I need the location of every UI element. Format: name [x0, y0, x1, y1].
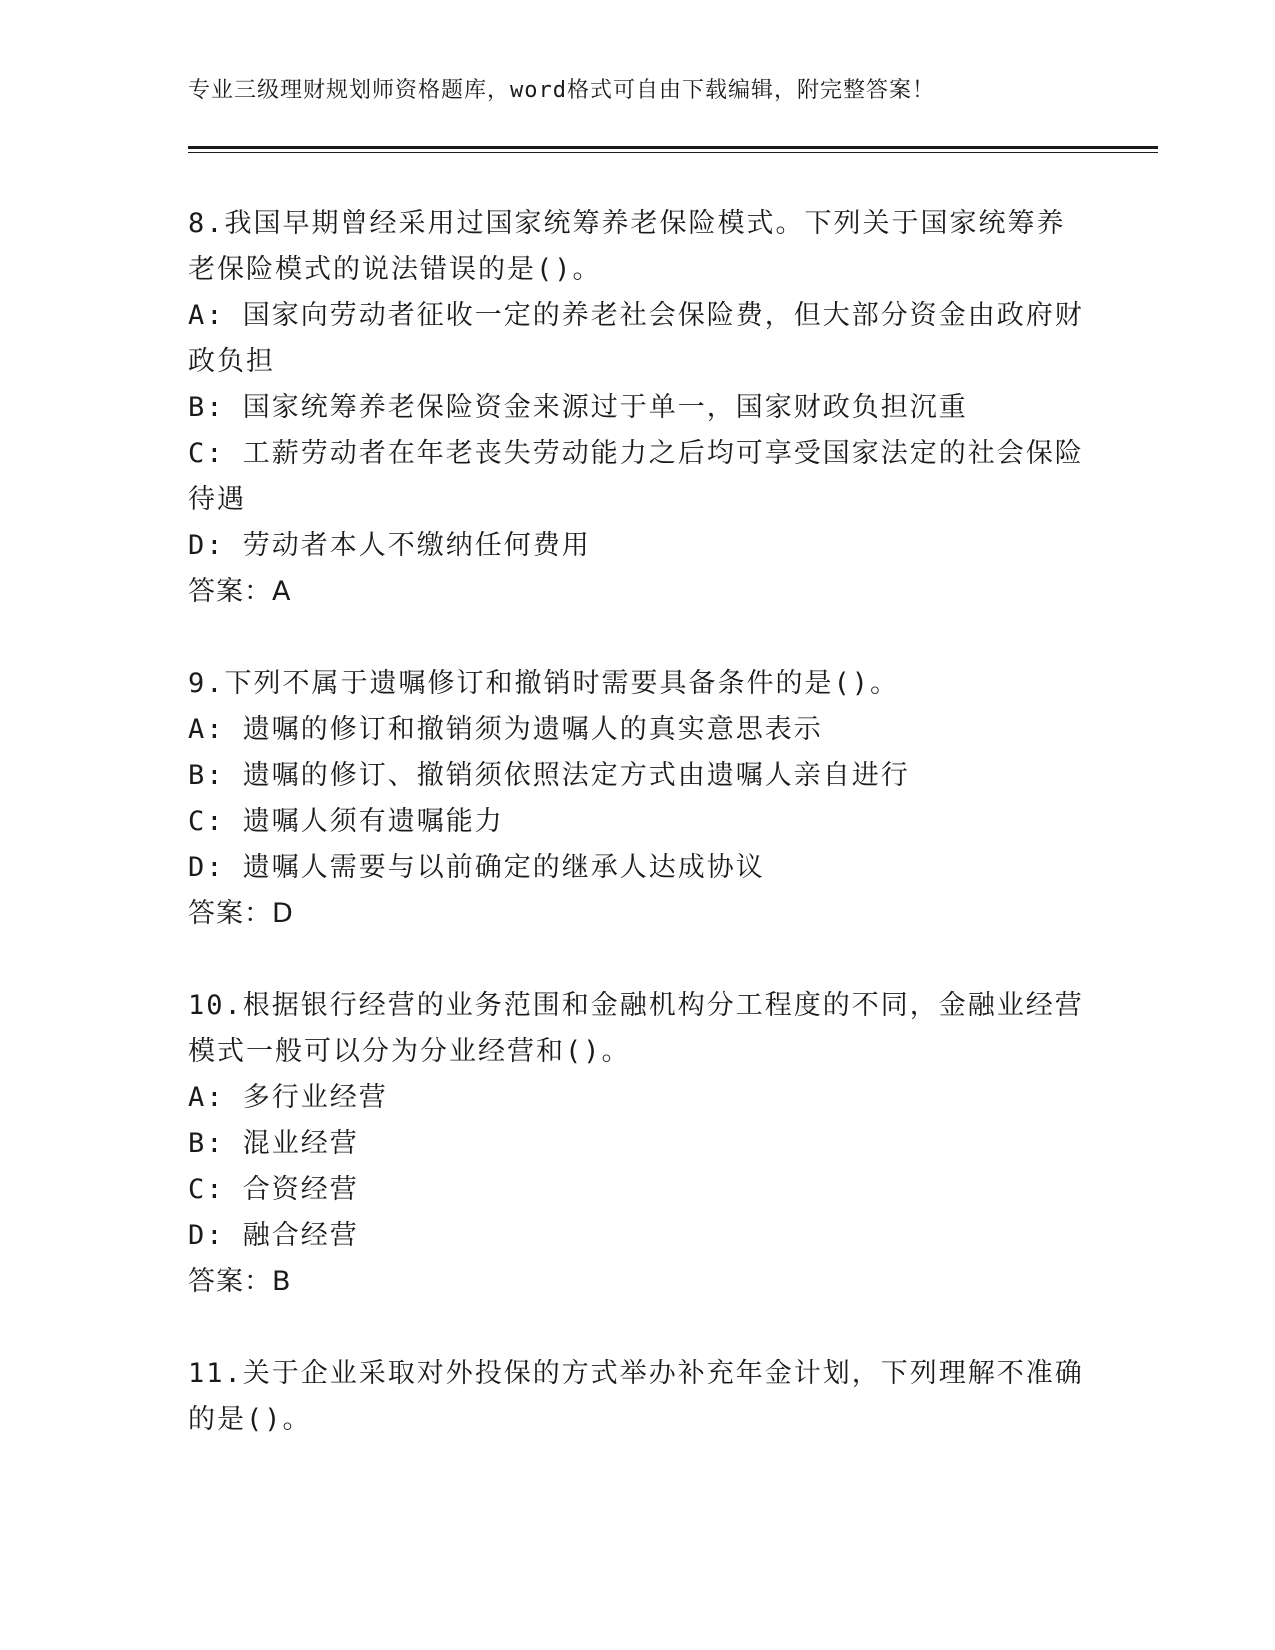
header-rule-thin — [188, 152, 1158, 153]
option-c: C: 遗嘱人须有遗嘱能力 — [188, 806, 504, 837]
option-d: D: 劳动者本人不缴纳任何费用 — [188, 530, 591, 561]
option-a-continued: 政负担 — [188, 346, 275, 377]
question-8 — [188, 201, 1088, 615]
option-c-continued: 待遇 — [188, 484, 246, 515]
question-stem-line: 老保险模式的说法错误的是()。 — [188, 254, 602, 285]
answer-label: 答案：D — [188, 898, 294, 929]
question-stem-line: 模式一般可以分为分业经营和()。 — [188, 1036, 631, 1067]
option-b: B: 国家统筹养老保险资金来源过于单一，国家财政负担沉重 — [188, 392, 968, 423]
question-stem-line: 8.我国早期曾经采用过国家统筹养老保险模式。下列关于国家统筹养 — [188, 208, 1066, 239]
question-9 — [188, 661, 1088, 937]
option-a: A: 多行业经营 — [188, 1082, 388, 1113]
option-d: D: 融合经营 — [188, 1220, 359, 1251]
option-d: D: 遗嘱人需要与以前确定的继承人达成协议 — [188, 852, 765, 883]
question-10 — [188, 983, 1088, 1305]
header-rule-thick — [188, 146, 1158, 149]
option-c: C: 合资经营 — [188, 1174, 359, 1205]
question-stem-line: 10.根据银行经营的业务范围和金融机构分工程度的不同，金融业经营 — [188, 990, 1084, 1021]
question-stem-line: 9.下列不属于遗嘱修订和撤销时需要具备条件的是()。 — [188, 668, 900, 699]
option-a: A: 遗嘱的修订和撤销须为遗嘱人的真实意思表示 — [188, 714, 823, 745]
option-b: B: 混业经营 — [188, 1128, 359, 1159]
question-11 — [188, 1351, 1088, 1443]
option-a: A: 国家向劳动者征收一定的养老社会保险费，但大部分资金由政府财 — [188, 300, 1084, 331]
question-stem-line: 的是()。 — [188, 1404, 312, 1435]
question-stem-line: 11.关于企业采取对外投保的方式举办补充年金计划，下列理解不准确 — [188, 1358, 1084, 1389]
answer-label: 答案：B — [188, 1266, 292, 1297]
answer-label: 答案：A — [188, 576, 292, 607]
option-c: C: 工薪劳动者在年老丧失劳动能力之后均可享受国家法定的社会保险 — [188, 438, 1084, 469]
option-b: B: 遗嘱的修订、撤销须依照法定方式由遗嘱人亲自进行 — [188, 760, 910, 791]
page-header: 专业三级理财规划师资格题库，word格式可自由下载编辑，附完整答案！ — [188, 78, 935, 103]
question-list — [188, 201, 1088, 1489]
